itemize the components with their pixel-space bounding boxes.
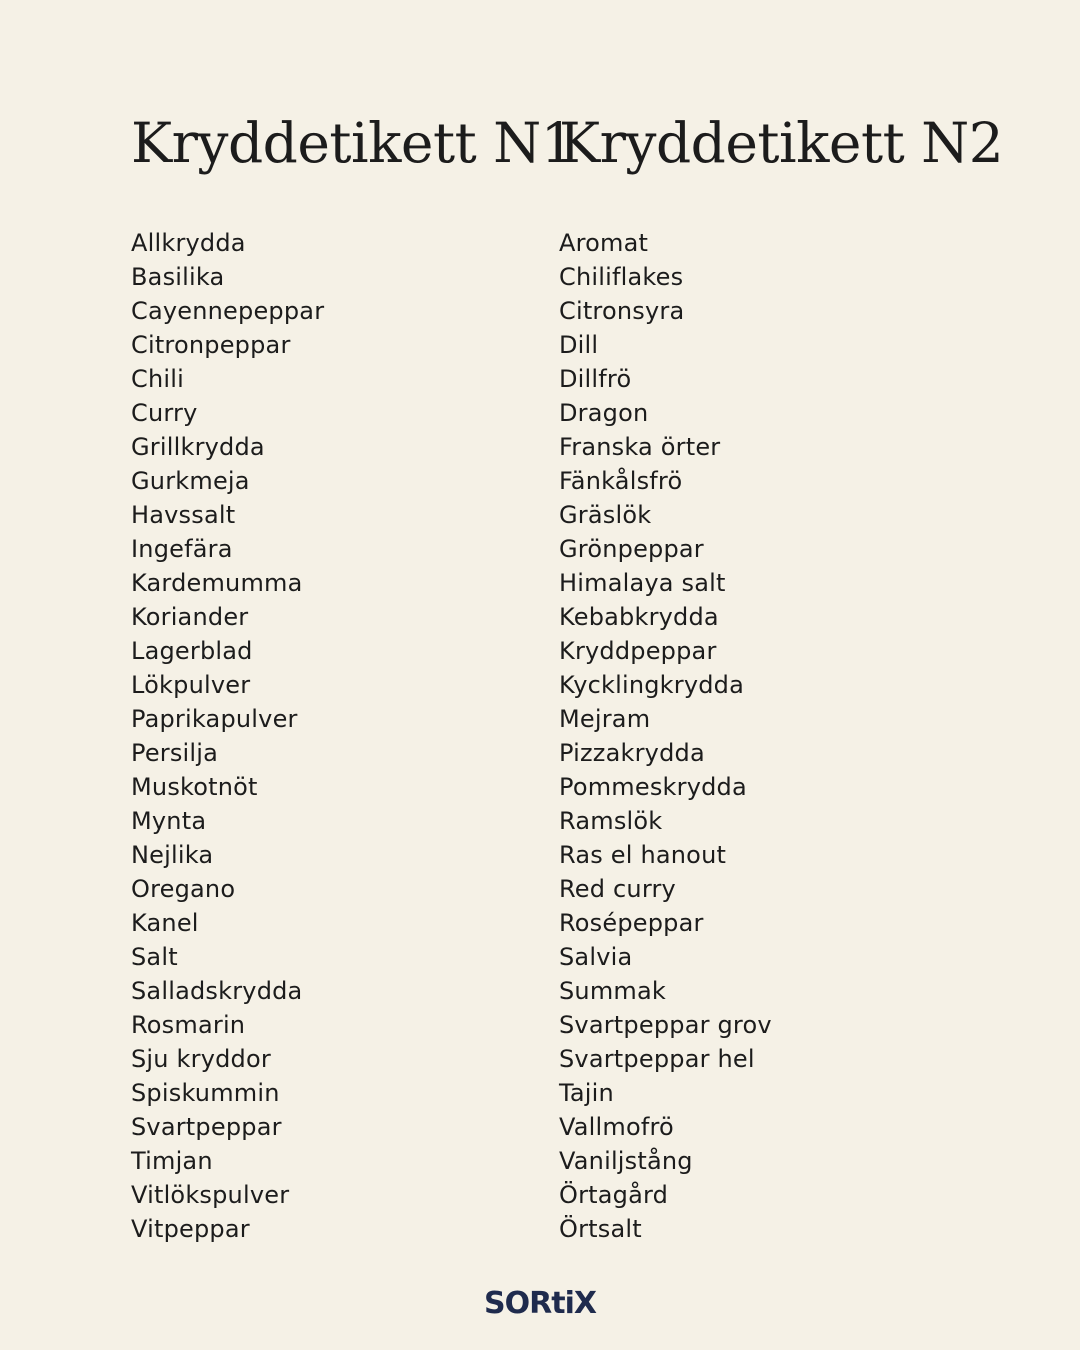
list-item: Persilja [131,739,219,767]
list-item: Lökpulver [131,671,251,699]
list-item: Cayennepeppar [131,297,325,325]
list-item: Dill [559,331,599,359]
list-item: Gräslök [559,501,652,529]
list-item: Citronpeppar [131,331,291,359]
list-item: Grönpeppar [559,535,704,563]
list-item: Svartpeppar grov [559,1011,772,1039]
spice-list [131,226,324,1246]
list-item: Summak [559,977,667,1005]
list-item: Rosmarin [131,1011,246,1039]
list-item: Koriander [131,603,249,631]
list-item: Ingefära [131,535,233,563]
list-item: Kryddpeppar [559,637,717,665]
list-item: Kanel [131,909,199,937]
brand-logo: SORtiX [484,1286,596,1321]
list-item: Salt [131,943,178,971]
list-item: Vaniljstång [559,1147,693,1175]
list-item: Pizzakrydda [559,739,705,767]
column-label-set-n1 [131,108,576,1243]
list-item: Curry [131,399,198,427]
list-item: Chiliflakes [559,263,684,291]
list-item: Ras el hanout [559,841,727,869]
list-item: Salladskrydda [131,977,303,1005]
list-item: Grillkrydda [131,433,265,461]
list-item: Gurkmeja [131,467,250,495]
list-item: Muskotnöt [131,773,258,801]
list-item: Franska örter [559,433,721,461]
column-title: Kryddetikett N2 [559,111,1004,175]
list-item: Nejlika [131,841,214,869]
list-item: Dillfrö [559,365,632,393]
list-item: Kycklingkrydda [559,671,745,699]
list-item: Red curry [559,875,676,903]
list-item: Lagerblad [131,637,253,665]
list-item: Aromat [559,229,649,257]
list-item: Havssalt [131,501,236,529]
list-item: Örtagård [559,1181,669,1209]
list-item: Kebabkrydda [559,603,719,631]
list-item: Spiskummin [131,1079,280,1107]
list-item: Svartpeppar [131,1113,282,1141]
list-item: Dragon [559,399,649,427]
column-title: Kryddetikett N1 [131,111,576,175]
list-item: Timjan [131,1147,213,1175]
list-item: Vitpeppar [131,1215,250,1243]
list-item: Basilika [131,263,225,291]
spice-list [559,226,772,1246]
list-item: Pommeskrydda [559,773,747,801]
column-label-set-n2 [559,108,1004,1243]
list-item: Sju kryddor [131,1045,271,1073]
list-item: Citronsyra [559,297,685,325]
list-item: Örtsalt [559,1215,642,1243]
list-item: Salvia [559,943,633,971]
list-item: Mynta [131,807,207,835]
list-item: Tajin [559,1079,614,1107]
list-item: Mejram [559,705,651,733]
list-item: Allkrydda [131,229,246,257]
list-item: Vitlökspulver [131,1181,290,1209]
list-item: Rosépeppar [559,909,704,937]
list-item: Ramslök [559,807,663,835]
list-item: Paprikapulver [131,705,298,733]
list-item: Kardemumma [131,569,303,597]
list-item: Oregano [131,875,236,903]
list-item: Svartpeppar hel [559,1045,755,1073]
list-item: Chili [131,365,184,393]
list-item: Vallmofrö [559,1113,674,1141]
list-item: Himalaya salt [559,569,726,597]
list-item: Fänkålsfrö [559,467,683,495]
